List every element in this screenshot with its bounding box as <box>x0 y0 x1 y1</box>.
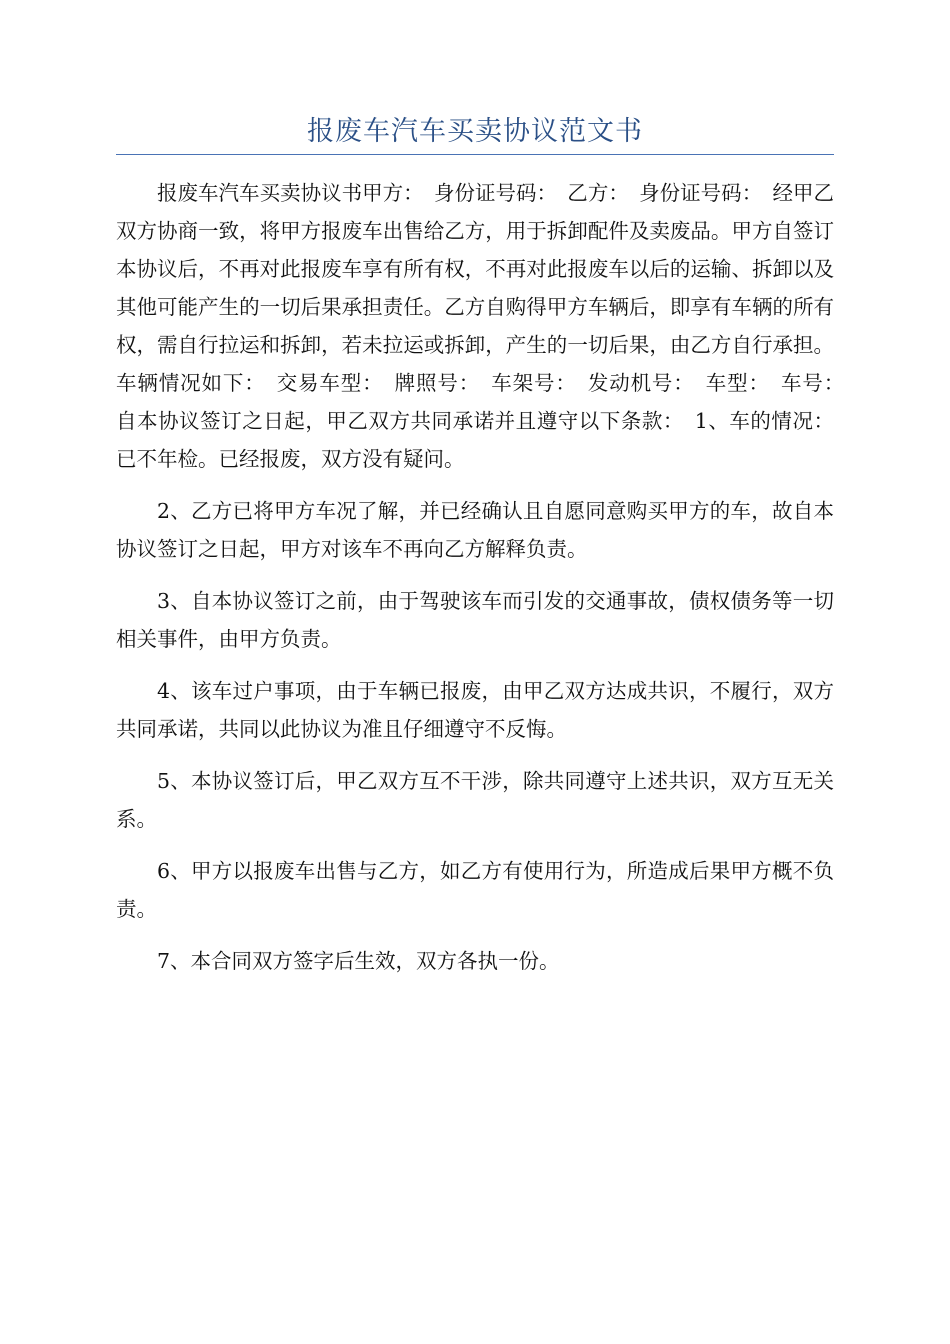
paragraph-clause-6: 6、甲方以报废车出售与乙方，如乙方有使用行为，所造成后果甲方概不负责。 <box>116 859 834 921</box>
title-underline <box>116 154 834 155</box>
paragraph-clause-3: 3、自本协议签订之前，由于驾驶该车而引发的交通事故，债权债务等一切相关事件，由甲方负责。 <box>116 589 834 651</box>
document-body <box>116 174 855 994</box>
paragraph-clause-2: 2、乙方已将甲方车况了解，并已经确认且自愿同意购买甲方的车，故自本协议签订之日起，甲方对该车不再向乙方解释负责。 <box>116 499 834 561</box>
page-title: 报废车汽车买卖协议范文书 <box>307 116 643 147</box>
paragraph-clause-5: 5、本协议签订后，甲乙双方互不干涉，除共同遵守上述共识，双方互无关系。 <box>116 769 834 831</box>
paragraph-clause-7: 7、本合同双方签字后生效，双方各执一份。 <box>157 949 560 973</box>
paragraph-clause-4: 4、该车过户事项，由于车辆已报废，由甲乙双方达成共识，不履行，双方共同承诺，共同以此协议为准且仔细遵守不反悔。 <box>116 679 834 741</box>
paragraph-intro: 报废车汽车买卖协议书甲方： 身份证号码： 乙方： 身份证号码： 经甲乙双方协商一致，将甲方报废车出售给乙方，用于拆卸配件及卖废品。甲方自签订本协议后，不再对此报废车享有所有权，不再对此报废车以后的运输、拆卸以及其他可能产生的一切后果承担责任。乙方自购得甲方车辆后，即享有车辆的所有权，需自行拉运和拆卸，若未拉运或拆卸，产生的一切后果，由乙方自行承担。车辆情况如下： 交易车型： 牌照号： 车架号： 发动机号： 车型： 车号： 自本协议签订之日起，甲乙双方共同承诺并且遵守以下条款： 1、车的情况：已不年检。已经报废，双方没有疑问。 <box>116 181 855 471</box>
